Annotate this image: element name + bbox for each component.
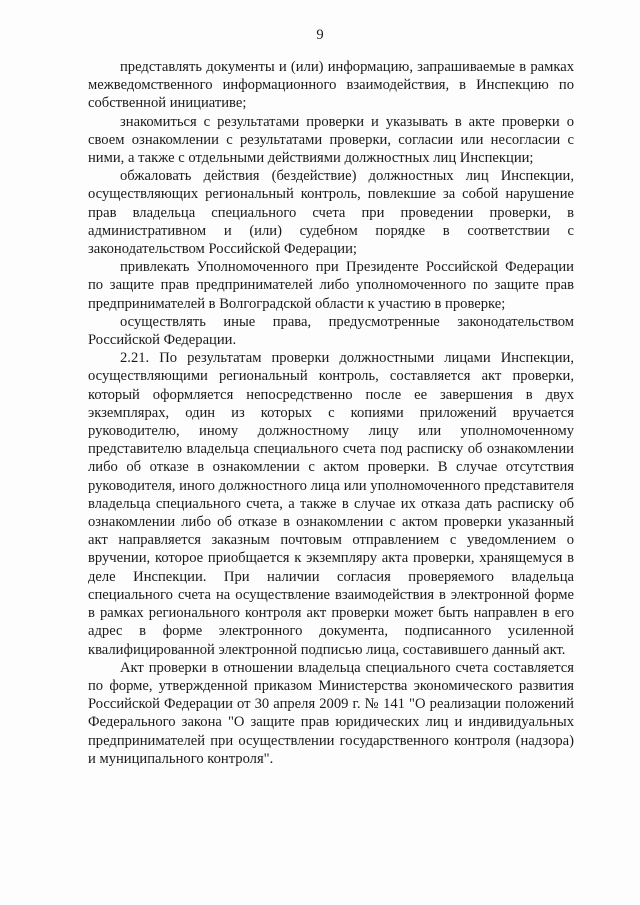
paragraph-other-rights: осуществлять иные права, предусмотренные законодательством Российской Федерации. <box>88 313 574 349</box>
paragraph-involve-ombudsman: привлекать Уполномоченного при Президенте Российской Федерации по защите прав предпринимателей либо уполномоченного по защите прав предпринимателей в Волгоградской области к участию в проверке; <box>88 259 574 312</box>
paragraph-appeal-actions: обжаловать действия (бездействие) должностных лиц Инспекции, осуществляющих региональный контроль, повлекшие за собой нарушение прав владельца специального счета при проведении проверки, в административном и (или) судебном порядке в соответствии с законодательством Российской Федерации; <box>88 168 574 258</box>
document-body <box>88 58 574 768</box>
paragraph-inspection-act: 2.21. По результатам проверки должностными лицами Инспекции, осуществляющими региональный контроль, составляется акт проверки, который оформляется непосредственно после ее завершения в двух экземплярах, один из которых с копиями приложений вручается руководителю, иному должностному лицу или уполномоченному представителю владельца специального счета под расписку об ознакомлении либо об отказе в ознакомлении с актом проверки. В случае отсутствия руководителя, иного должностного лица или уполномоченного представителя владельца специального счета, а также в случае их отказа дать расписку об ознакомлении либо об отказе в ознакомлении с актом проверки указанный акт направляется заказным почтовым отправлением с уведомлением о вручении, которое приобщается к экземпляру акта проверки, хранящемуся в деле Инспекции. При наличии согласия проверяемого владельца специального счета на осуществление взаимодействия в электронной форме в рамках регионального контроля акт проверки может быть направлен в его адрес в форме электронного документа, подписанного усиленной квалифицированной электронной подписью лица, составившего данный акт. <box>88 350 574 658</box>
paragraph-act-form: Акт проверки в отношении владельца специального счета составляется по форме, утвержденной приказом Министерства экономического развития Российской Федерации от 30 апреля 2009 г. № 141 "О реализации положений Федерального закона "О защите прав юридических лиц и индивидуальных предпринимателей при осуществлении государственного контроля (надзора) и муниципального контроля". <box>88 659 574 767</box>
page-number: 9 <box>316 27 324 43</box>
paragraph-review-results: знакомиться с результатами проверки и указывать в акте проверки о своем ознакомлении с результатами проверки, согласии или несогласии с ними, а также с отдельными действиями должностных лиц Инспекции; <box>88 113 574 167</box>
paragraph-submit-documents: представлять документы и (или) информацию, запрашиваемые в рамках межведомственного информационного взаимодействия, в Инспекцию по собственной инициативе; <box>88 59 574 112</box>
